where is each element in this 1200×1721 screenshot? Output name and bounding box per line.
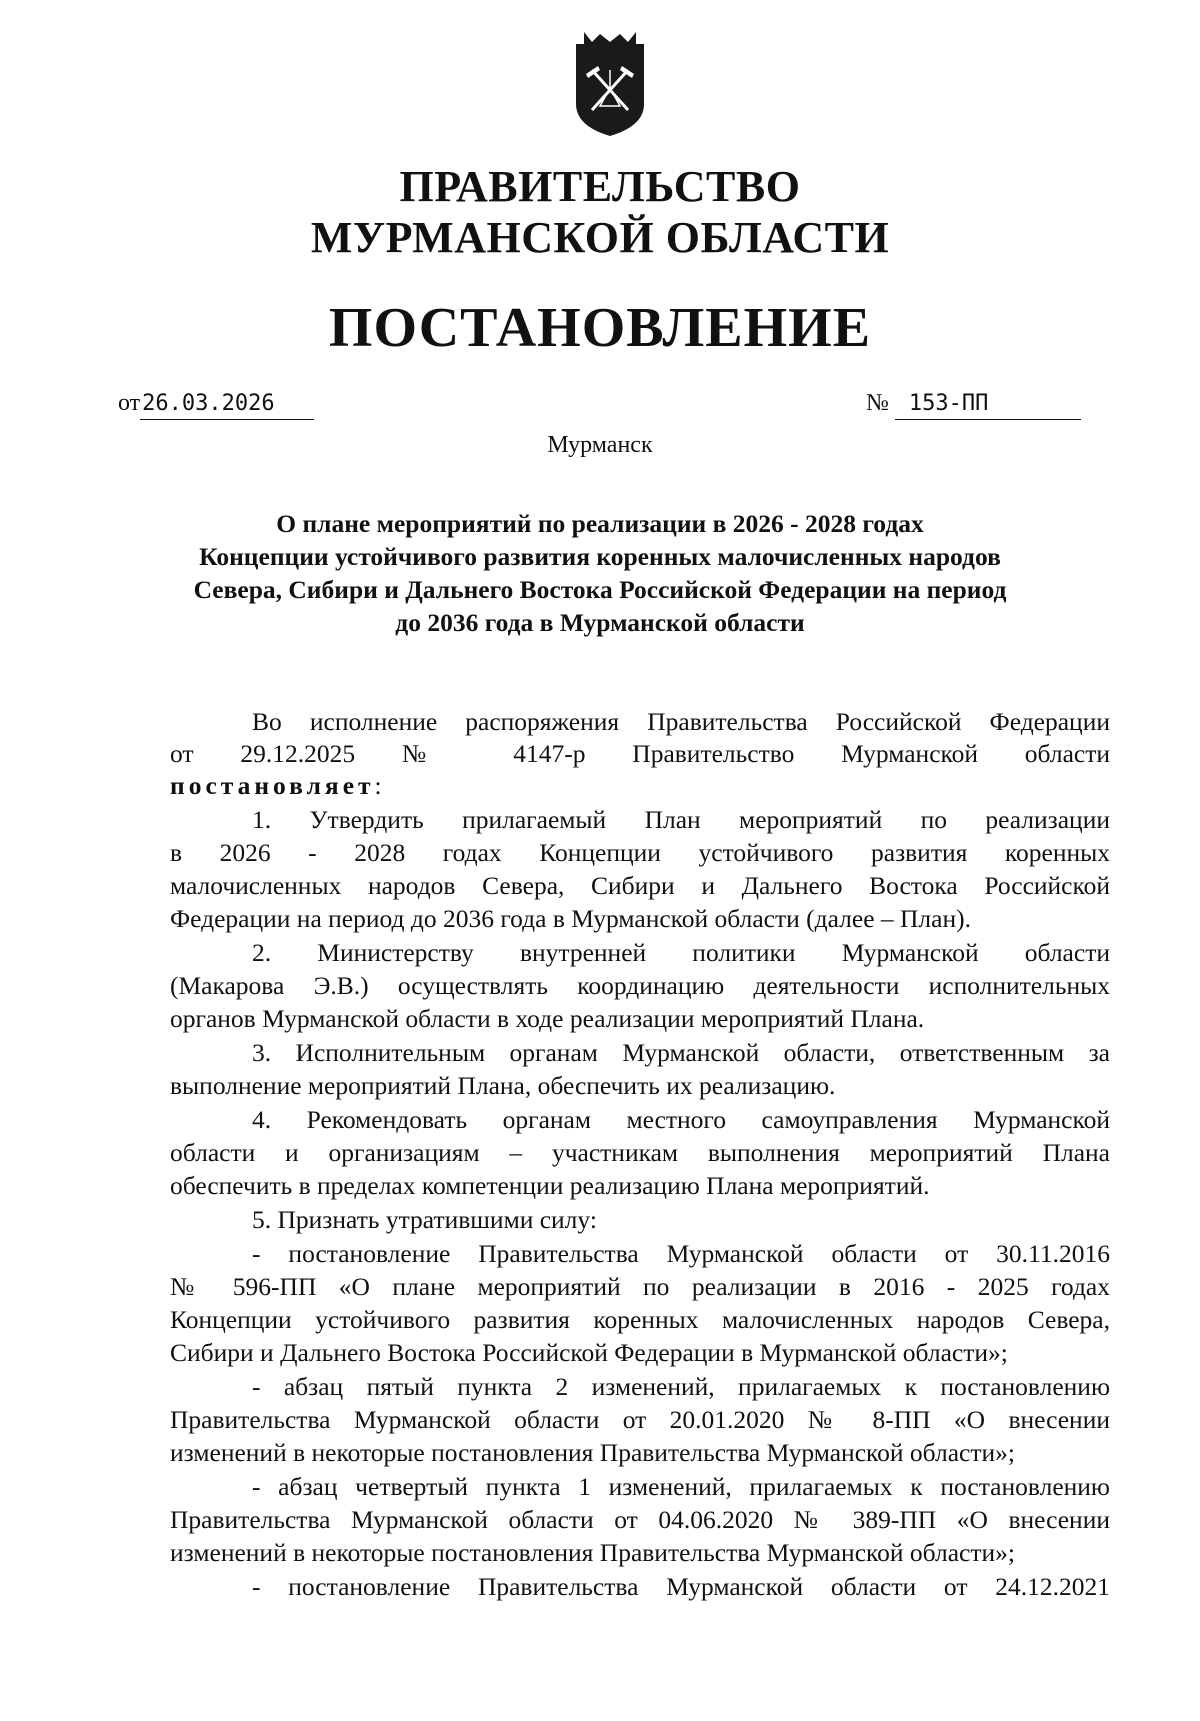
body-line: - абзац пятый пункта 2 изменений, прилагаемых к постановлению [252,1372,1110,1401]
document-date-row [118,388,314,420]
coat-of-arms-icon [570,30,650,140]
body-line: - постановление Правительства Мурманской области от 24.12.2021 [252,1572,1110,1601]
body-line: Федерации на период до 2036 года в Мурманской области (далее – План). [170,904,971,933]
body-line: от 29.12.2025 № 4147-р Правительство Мурманской области [170,739,1110,768]
body-line: Сибири и Дальнего Востока Российской Федерации в Мурманской области»; [170,1338,1008,1367]
decree-colon: : [374,771,382,800]
decree-word: постановляет [170,771,375,800]
body-line: № 596-ПП «О плане мероприятий по реализации в 2016 - 2025 годах [170,1272,1110,1301]
body-line: Концепции устойчивого развития коренных малочисленных народов Севера, [170,1305,1110,1334]
body-line: обеспечить в пределах компетенции реализацию Плана мероприятий. [170,1171,930,1200]
body-line: 3. Исполнительным органам Мурманской области, ответственным за [252,1038,1110,1067]
number-prefix: № [866,390,889,416]
title-line: до 2036 года в Мурманской области [395,608,805,637]
title-line: Севера, Сибири и Дальнего Востока Российской Федерации на период [193,575,1007,604]
document-date: 26.03.2026 [140,389,314,420]
city: Мурманск [547,432,653,458]
body-line: 5. Признать утратившими силу: [252,1205,597,1234]
body-line: Правительства Мурманской области от 20.01.2020 № 8-ПП «О внесении [170,1405,1110,1434]
body-line: Во исполнение распоряжения Правительства Российской Федерации [252,707,1110,736]
organization-name-line2: МУРМАНСКОЙ ОБЛАСТИ [310,213,890,262]
body-line: 4. Рекомендовать органам местного самоуправления Мурманской [252,1105,1110,1134]
title-line: О плане мероприятий по реализации в 2026 - 2028 годах [276,509,924,538]
body-line: - абзац четвертый пункта 1 изменений, прилагаемых к постановлению [252,1472,1110,1501]
body-line: (Макарова Э.В.) осуществлять координацию деятельности исполнительных [170,971,1110,1000]
document-type: ПОСТАНОВЛЕНИЕ [328,297,872,359]
title-line: Концепции устойчивого развития коренных малочисленных народов [199,542,1001,571]
body-line: изменений в некоторые постановления Правительства Мурманской области»; [170,1438,1015,1467]
organization-name-line1: ПРАВИТЕЛЬСТВО [399,162,801,211]
body-line: выполнение мероприятий Плана, обеспечить их реализацию. [170,1071,836,1100]
document-number: 153-ПП [895,389,1081,420]
date-prefix: от [118,390,141,416]
body-line: органов Мурманской области в ходе реализации мероприятий Плана. [170,1004,925,1033]
body-line: области и организациям – участникам выполнения мероприятий Плана [170,1138,1110,1167]
body-line: в 2026 - 2028 годах Концепции устойчивого развития коренных [170,838,1110,867]
body-line: малочисленных народов Севера, Сибири и Дальнего Востока Российской [170,871,1110,900]
body-line: 2. Министерству внутренней политики Мурманской области [252,938,1110,967]
document-title [150,507,1050,639]
body-line: Правительства Мурманской области от 04.06.2020 № 389-ПП «О внесении [170,1505,1110,1534]
decree-word-line [170,770,1110,802]
body-line: 1. Утвердить прилагаемый План мероприятий по реализации [252,805,1110,834]
body-line: - постановление Правительства Мурманской области от 30.11.2016 [252,1239,1110,1268]
body-line: изменений в некоторые постановления Правительства Мурманской области»; [170,1538,1015,1567]
document-number-row [866,388,1081,420]
